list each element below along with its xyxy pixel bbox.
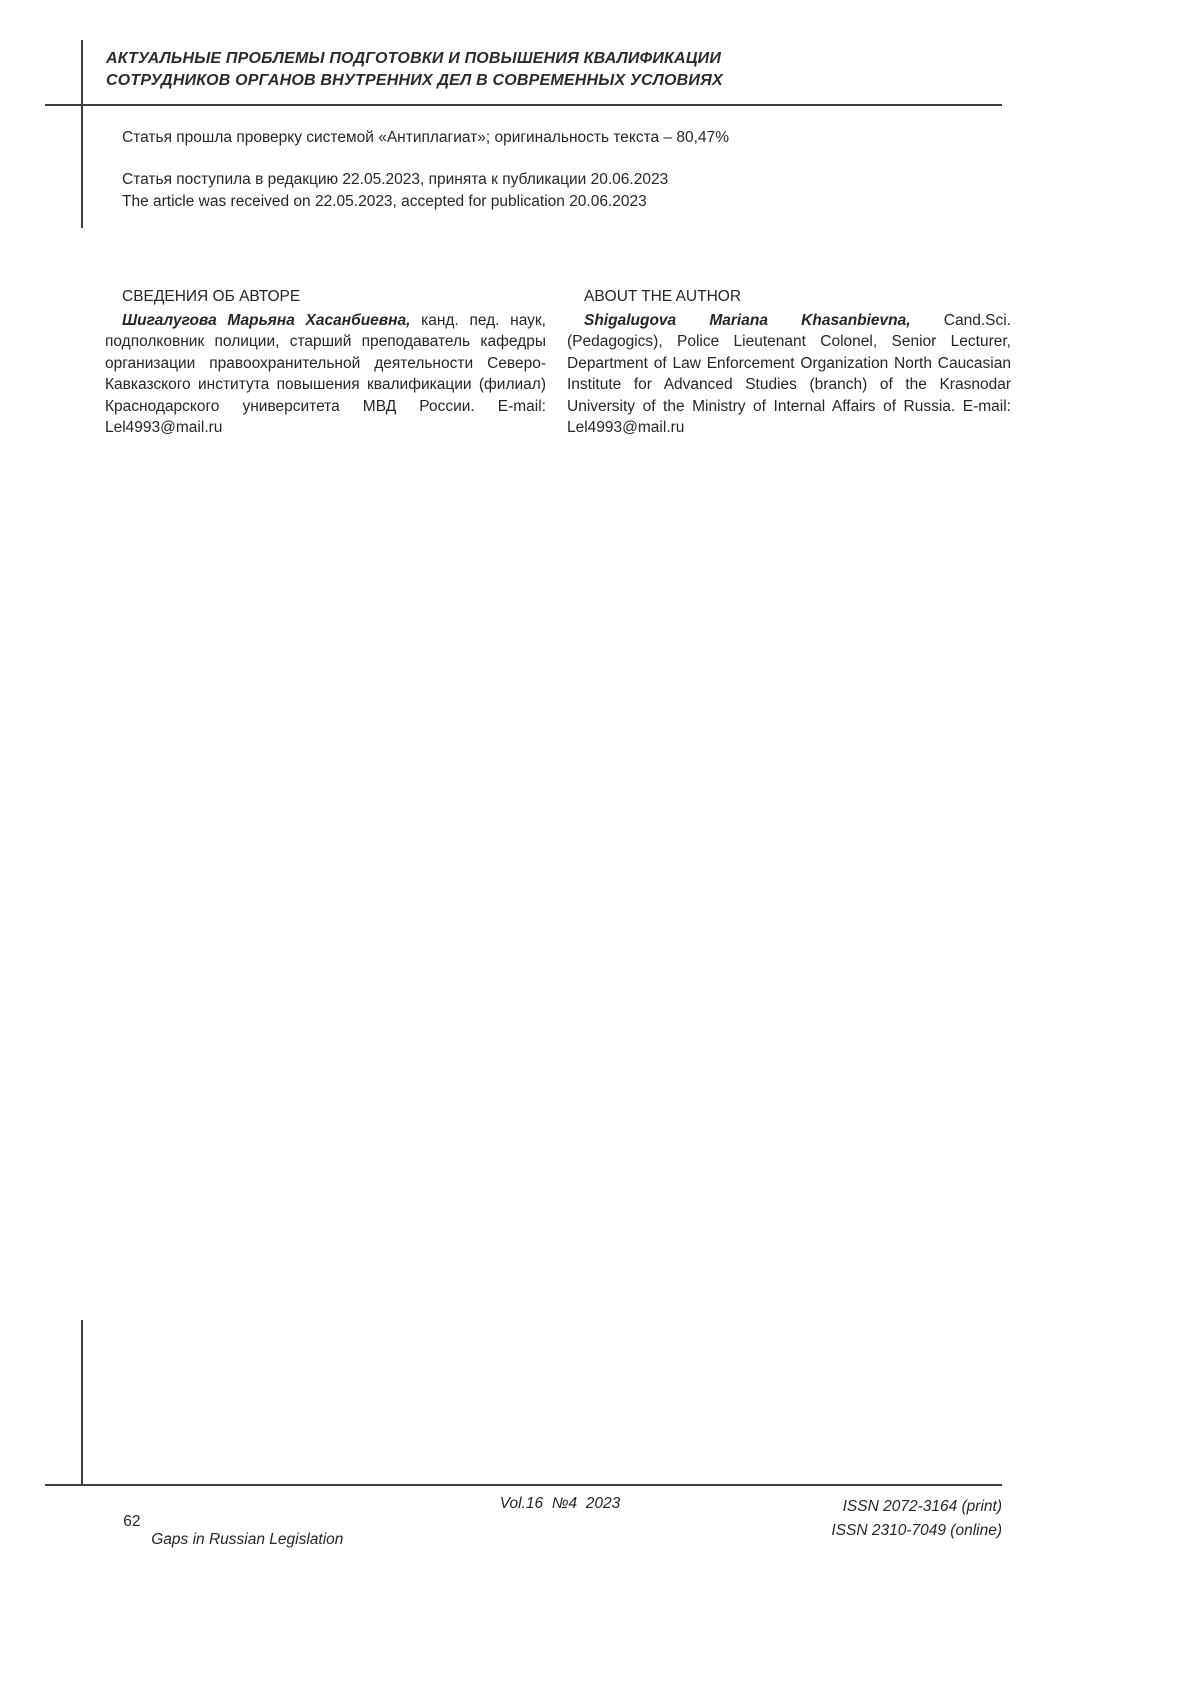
- author-info-en-bio: [567, 310, 1011, 439]
- footer-issn: [702, 1495, 1002, 1543]
- author-en-bio-text: Cand.Sci. (Pedagogics), Police Lieutenant Colonel, Senior Lecturer, Department of Law Enforcement Organization North Caucasian Institute for Advanced Studies (branch) of the Krasnodar University of the Ministry of Internal Affairs of Russia. E-mail: Lel4993@mail.ru: [567, 311, 1011, 436]
- author-ru-bio-text: канд. пед. наук, подполковник полиции, старший преподаватель кафедры организации правоохранительной деятельности Северо-Кавказского института повышения квалификации (филиал) Краснодарского университета МВД России. E-mail: Lel4993@mail.ru: [105, 311, 546, 436]
- issn-print: ISSN 2072-3164 (print): [842, 1498, 1002, 1515]
- footer-issue: Vol.16 №4 2023: [499, 1495, 621, 1512]
- article-dates-en: The article was received on 22.05.2023, accepted for publication 20.06.2023: [122, 192, 647, 210]
- running-head: [106, 48, 906, 92]
- plagiarism-note: Статья прошла проверку системой «Антиплагиат»; оригинальность текста – 80,47%: [122, 129, 729, 146]
- author-info-ru: [105, 286, 546, 439]
- author-en-name: Shigalugova Mariana Khasanbievna,: [584, 311, 911, 329]
- author-ru-name: Шигалугова Марьяна Хасанбиевна,: [122, 311, 411, 329]
- author-info-en: [567, 286, 1011, 439]
- header-divider: [45, 104, 1002, 106]
- article-dates: [122, 169, 922, 212]
- author-info-ru-bio: [105, 310, 546, 439]
- author-info-ru-heading: СВЕДЕНИЯ ОБ АВТОРЕ: [122, 288, 301, 305]
- running-head-line2: СОТРУДНИКОВ ОРГАНОВ ВНУТРЕННИХ ДЕЛ В СОВРЕМЕННЫХ УСЛОВИЯХ: [106, 72, 723, 89]
- journal-title: Gaps in Russian Legislation: [151, 1531, 344, 1548]
- left-margin-rule-bottom: [81, 1320, 83, 1486]
- author-info-en-heading: ABOUT THE AUTHOR: [584, 288, 742, 305]
- page-number: 62: [123, 1513, 141, 1530]
- footer-left: [106, 1495, 343, 1567]
- article-dates-ru: Статья поступила в редакцию 22.05.2023, принята к публикации 20.06.2023: [122, 171, 669, 188]
- running-head-line1: АКТУАЛЬНЫЕ ПРОБЛЕМЫ ПОДГОТОВКИ И ПОВЫШЕНИЯ КВАЛИФИКАЦИИ: [106, 50, 722, 67]
- footer-divider: [45, 1484, 1002, 1486]
- issn-online: ISSN 2310-7049 (online): [831, 1522, 1002, 1539]
- left-margin-rule-top: [81, 40, 83, 228]
